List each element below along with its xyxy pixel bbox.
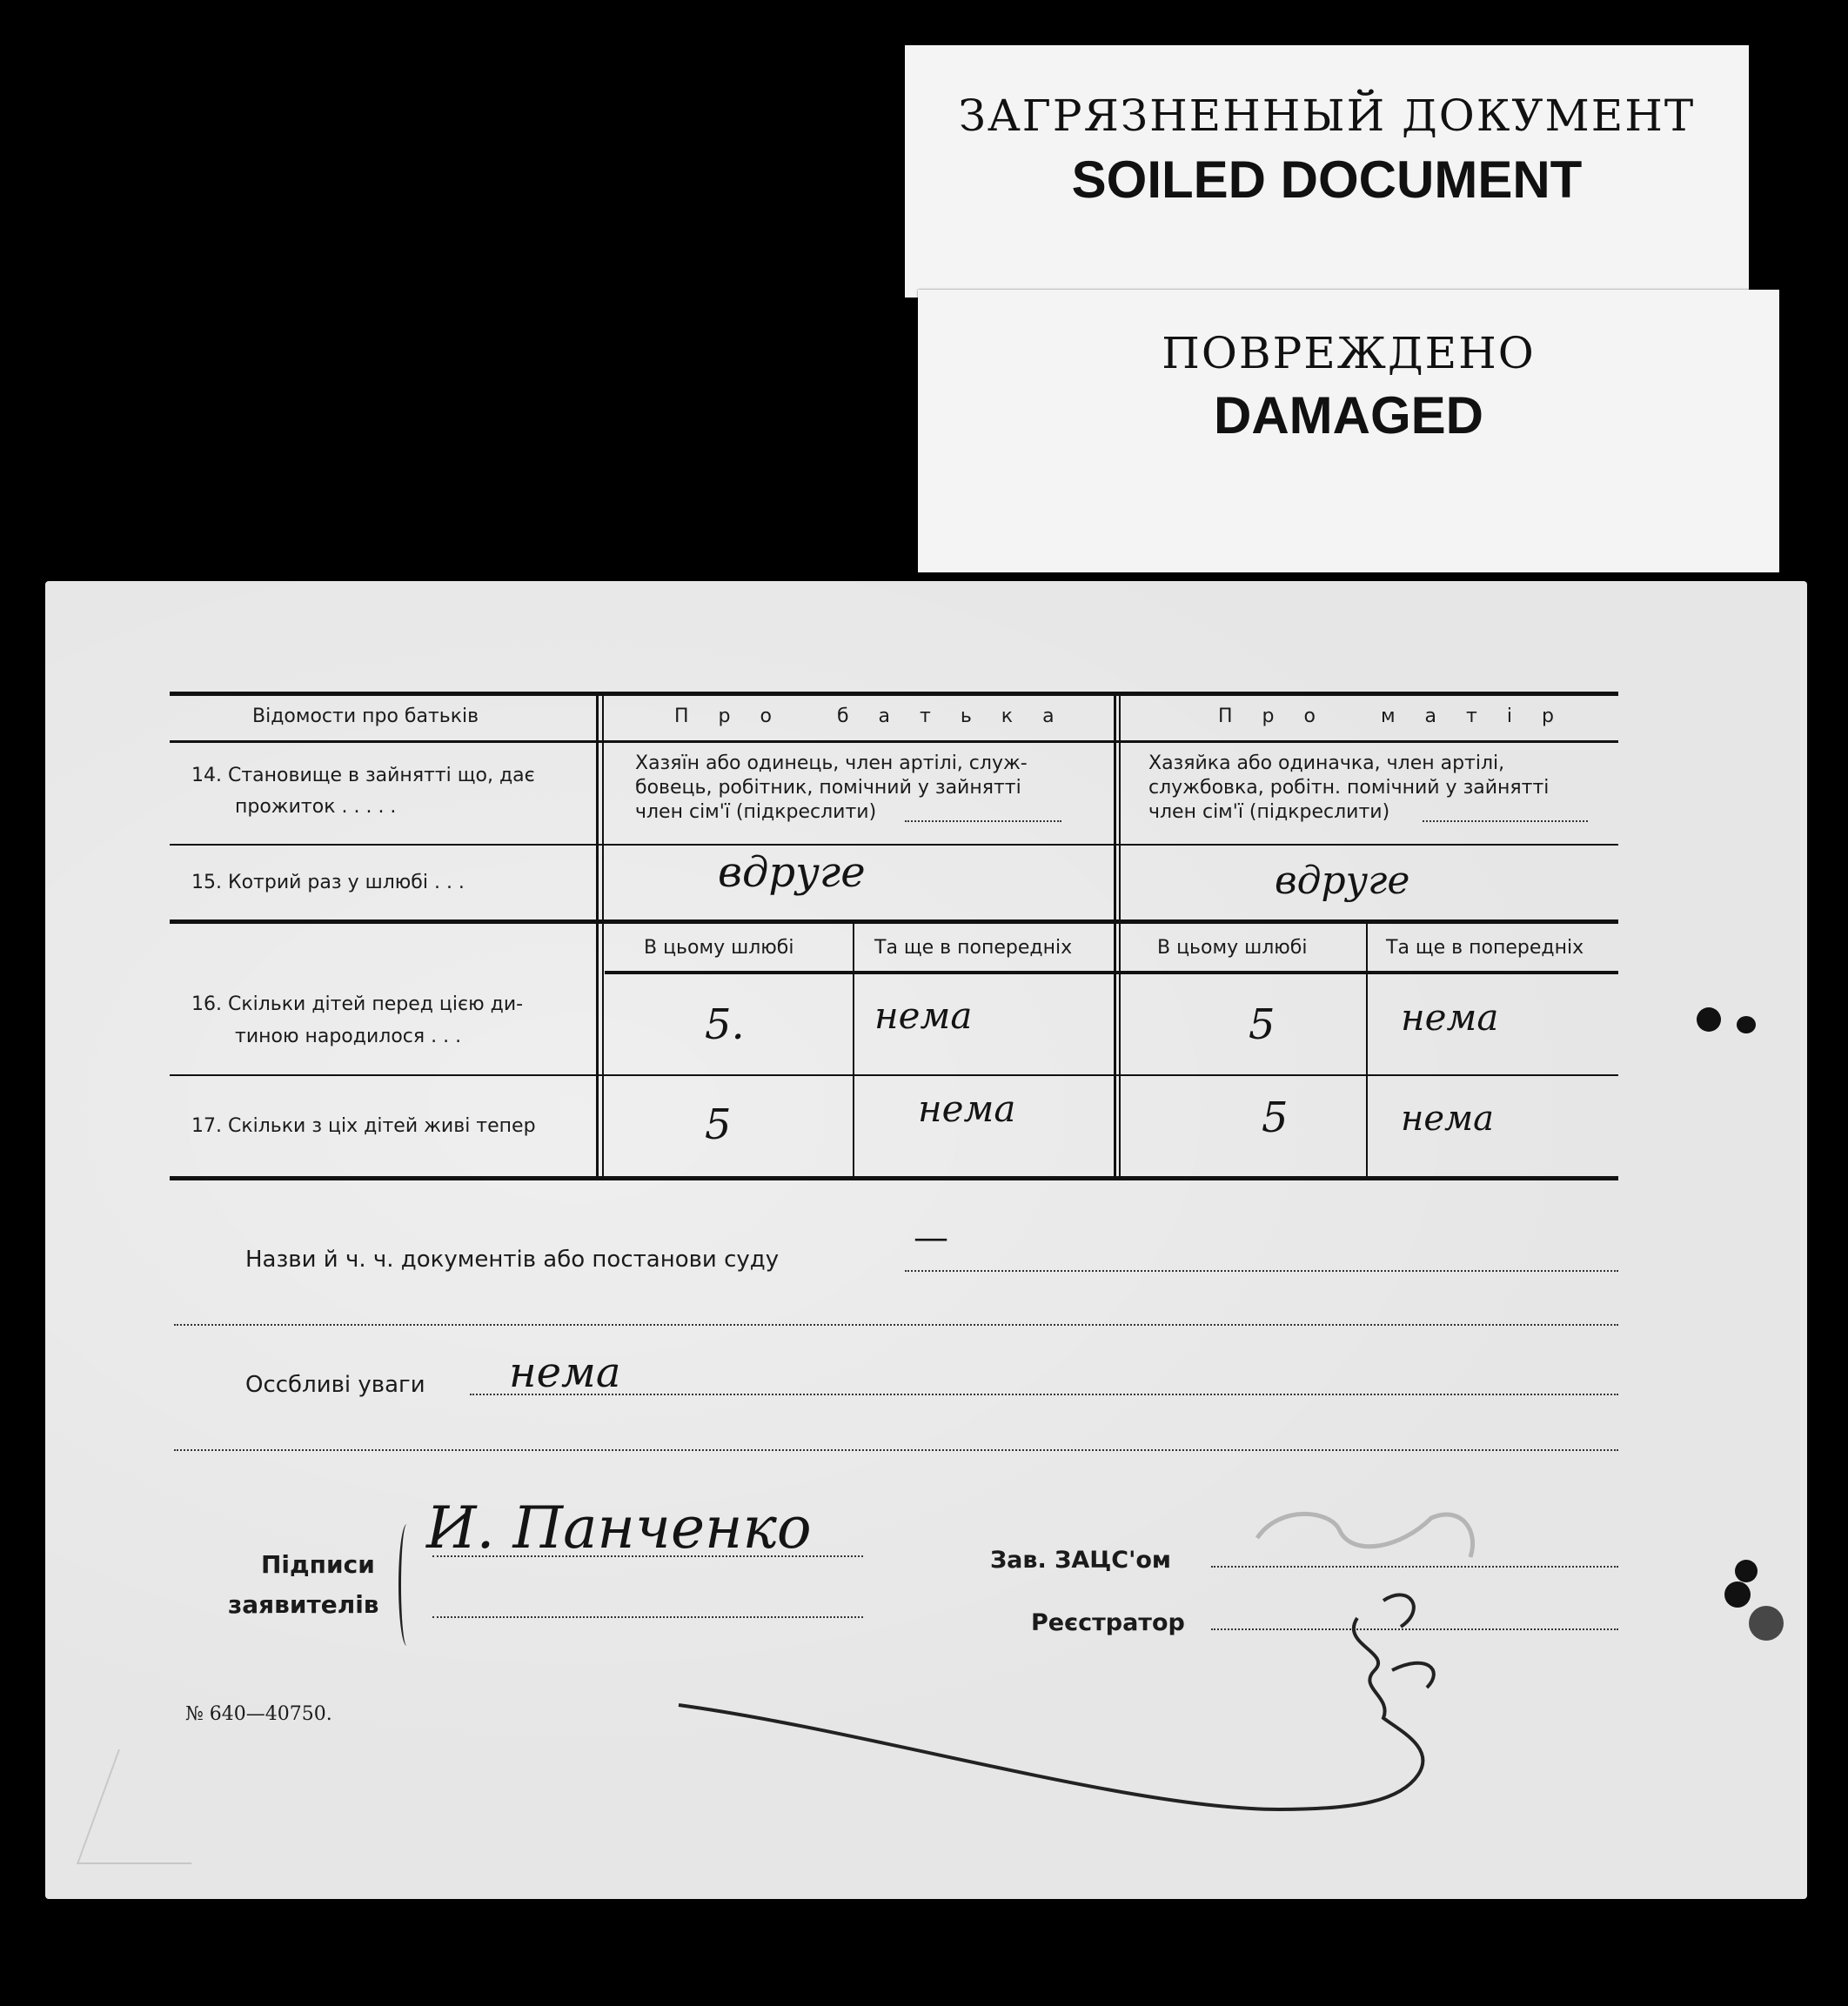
signatures-label-1: Підписи bbox=[261, 1550, 375, 1579]
subheader-father-prev: Та ще в попередніх bbox=[874, 937, 1073, 959]
row15-label: 15. Котрий раз у шлюбі . . . bbox=[191, 872, 465, 893]
soiled-label-en: SOILED DOCUMENT bbox=[1071, 150, 1583, 209]
damaged-label-ru: ПОВРЕЖДЕНО bbox=[1162, 328, 1536, 378]
row17-label: 17. Скільки з ціх дітей живі тепер bbox=[191, 1115, 536, 1137]
row14-label-2: прожиток . . . . . bbox=[235, 796, 397, 818]
faded-signature bbox=[1257, 1514, 1473, 1557]
registrar-label: Реєстратор bbox=[1031, 1609, 1185, 1636]
documents-value: — bbox=[914, 1218, 948, 1258]
subheader-mother-prev: Та ще в попередніх bbox=[1386, 937, 1584, 959]
row16-label-1: 16. Скільки дітей перед цією ди- bbox=[191, 993, 524, 1015]
row14-father-1: Хазяїн або одинець, член артілі, служ- bbox=[635, 752, 1028, 774]
header-father: Про батька bbox=[674, 705, 1084, 727]
row17-mother-this: 5 bbox=[1262, 1093, 1289, 1142]
notes-label: Оссбливі уваги bbox=[245, 1372, 425, 1398]
row16-mother-prev: нема bbox=[1401, 996, 1499, 1039]
head-label: Зав. ЗАЦС'ом bbox=[990, 1547, 1171, 1574]
row15-father-value: вдруге bbox=[718, 848, 866, 897]
row15-mother-value: вдруге bbox=[1275, 859, 1410, 903]
form-number: № 640—40750. bbox=[185, 1703, 332, 1725]
row16-father-this: 5. bbox=[705, 1000, 745, 1049]
row16-mother-this: 5 bbox=[1249, 1000, 1276, 1049]
subheader-mother-this: В цьому шлюбі bbox=[1157, 937, 1308, 959]
header-mother: Про матір bbox=[1218, 705, 1584, 727]
row17-mother-prev: нема bbox=[1401, 1099, 1495, 1139]
row14-mother-3: член сім'ї (підкреслити) bbox=[1148, 801, 1390, 823]
registrar-signature bbox=[679, 1618, 1423, 1809]
row17-father-this: 5 bbox=[705, 1100, 732, 1149]
row14-father-2: бовець, робітник, помічний у зайнятті bbox=[635, 777, 1021, 799]
soiled-label-ru: ЗАГРЯЗНЕННЫЙ ДОКУМЕНТ bbox=[958, 90, 1696, 141]
registrar-signature-detail bbox=[1383, 1595, 1434, 1688]
row16-father-prev: нема bbox=[874, 994, 973, 1037]
signatures-label-2: заявителів bbox=[228, 1590, 379, 1619]
applicant-signature: И. Панченко bbox=[426, 1494, 812, 1561]
row14-father-3: член сім'ї (підкреслити) bbox=[635, 801, 877, 823]
row14-label-1: 14. Становище в зайнятті що, дає bbox=[191, 765, 535, 786]
subheader-father-this: В цьому шлюбі bbox=[644, 937, 794, 959]
row14-mother-2: службовка, робітн. помічний у зайнятті bbox=[1148, 777, 1550, 799]
row14-mother-1: Хазяйка або одиначка, член артілі, bbox=[1148, 752, 1505, 774]
row16-label-2: тиною народилося . . . bbox=[235, 1026, 462, 1047]
header-parents-info: Відомости про батьків bbox=[252, 705, 479, 727]
notes-value: нема bbox=[509, 1348, 621, 1397]
documents-label: Назви й ч. ч. документів або постанови суду bbox=[245, 1247, 780, 1273]
damaged-label-en: DAMAGED bbox=[1214, 386, 1483, 445]
row17-father-prev: нема bbox=[918, 1087, 1016, 1130]
